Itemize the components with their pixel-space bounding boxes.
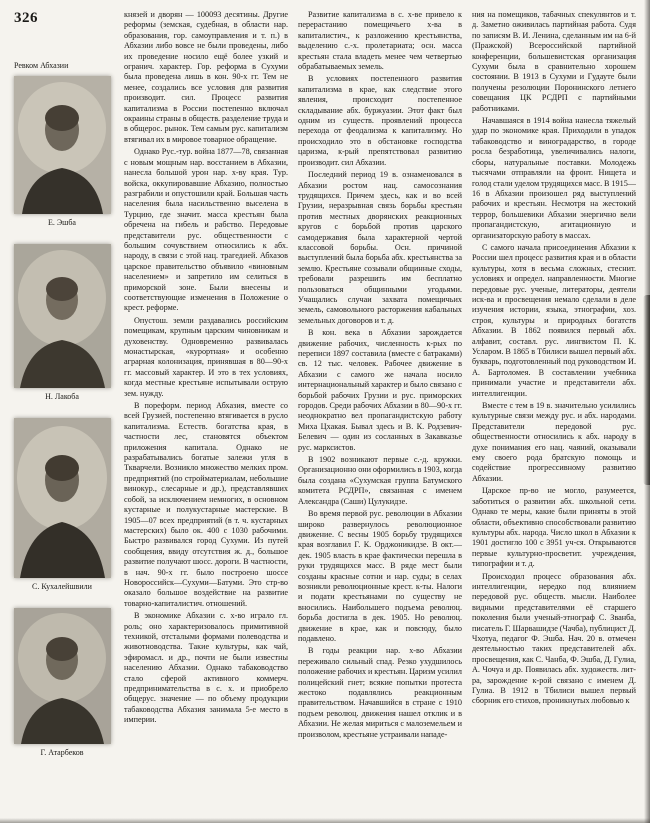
paragraph: С самого начала присоединения Абхазии к России шел процесс развития края и в области культуры, хотя в весьма сложных, стеснит. условиях и определ. направленности. Многие передовые рус. ученые, литераторы, деятели иск-ва и просвещения немало сделали в деле изучения истории, языка, этнографии, хоз. строя, культуры и природных богатств Абхазии. В 1862 появился первый абх. алфавит, составл. рус. лингвистом П. К. Усларом. В 1865 в Тбилиси вышел первый абх. букварь, подготовленный под руководством И. А. Бартоломея. В составлении учебника принимали участие и представители абх. интеллигенции. [472,242,636,398]
text-column-3 [472,10,636,815]
portrait-figure [10,76,114,227]
paragraph: Опустош. земли раздавались российским помещикам, крупным царским чиновникам и духовенству. Одновременно развивалась монастырская, «курортная» и особенно аграрная колонизация, принявшая в 80—90-х гг. массовый характер. И это в тех условиях, когда местные крестьяне испытывали острую зем. нужду. [124,315,288,398]
portrait-figure [10,608,114,757]
paragraph: Во время первой рус. революции в Абхазии широко развернулось революционное движение. С весны 1905 борьбу трудящихся края возглавил Г. К. Орджоникидзе. В окт.—дек. 1905 власть в крае фактически перешла в руки трудящихся масс. В ряде мест были созданы красные сотни и нар. суды; в селах возникли революционные крест. к-ты. Налоги и подати крестьянами по существу не вносились. Наибольшего подъема революц. борьба достигла в дек. 1905. Но революц. движение в крае, как и повсюду, было подавлено. [298,509,462,643]
photo-strip [10,10,114,815]
paragraph: князей и дворян — 100093 десятины. Другие реформы (земская, судебная, в области нар. образования, гор. самоуправления и т. п.) в Абхазии либо вовсе не были проведены, либо их проведение носило ещё более узкий и огранич. характер. Гор. реформа в Сухуми была проведена лишь в кон. 90-х гг. Тем не менее, создались все условия для развития производит. сил. Процесс развития капитализма в России постепенно включал окраины страны в обществ. разделение труда и в общерос. рынок. Тем самым рус. капитализм втягивал их в мировое товарное обращение. [124,10,288,144]
portrait-figure [10,418,114,591]
portrait-photo [14,608,111,744]
portrait-photo [14,244,111,388]
paragraph: Последний период 19 в. ознаменовался в Абхазии ростом нац. самосознания трудящихся. Причем здесь, как и во всей Грузии, неразрывная связь борьбы крестьян против местных дворянских реакционных кругов с борьбой против царского самодержавия была характерной чертой классовой борьбы. Осн. причиной выступлений была борьба абх. крестьянства за землю. Крестьяне созывали общинные сходы, требовали разрешить им бесплатно пользоваться общинными угодьями. Учащались случаи захвата помещичьих земель, самовольного расторжения кабальных земельных договоров и т. д. [298,170,462,325]
paragraph: В годы реакции нар. х-во Абхазии переживало сильный спад. Резко ухудшилось положение рабочих и крестьян. Царизм усилил полицейский гнет; всякие попытки протеста жестоко подавлялись реакционным правительством. Начавшийся в стране с 1910 подъем революц. движения нашел отклик и в Абхазии. Не желая мириться с малоземельем и произволом, крестьяне устраивали нападе- [298,646,462,739]
paragraph: В 1902 возникают первые с.-д. кружки. Организационно они оформились в 1903, когда была создана «Сухумская группа Батумского комитета РСДРП», связанная с именем Александра (Саши) Цулукидзе. [298,455,462,506]
portrait-photo [14,76,111,214]
paragraph: Однако Рус.-тур. война 1877—78, связанная с новым мощным нар. восстанием в Абхазии, нанесла большой урон нар. х-ву края. Тур. войска, оккупировавшие Абхазию, полностью разграбили и опустошили край. Большая часть населения была насильственно выселена в Турцию, где значит. масса крестьян была обречена на гибель и рабство. Передовые представители рус. общественности с большим сочувствием относились к абх. народу, в связи с этой нац. трагедией. Абхазов царское правительство объявило «виновным населением» и запретило им селиться в приморской зоне. Были внесены и соответствующие изменения в Положение о крест. реформе. [124,147,288,313]
paragraph: Развитие капитализма в с. х-ве привело к перерастанию помещичьего х-ва в капиталистич., к разложению крестьянства, выделению с.-х. пролетариата; осн. масса крестьян стала владеть менее чем четвертью обрабатываемых земель. [298,10,462,72]
scan-artifact-bottom-edge [0,818,650,823]
portrait-photo [14,418,111,578]
paragraph: В экономике Абхазии с. х-во играло гл. роль; оно характеризовалось примитивной техникой, отсталыми формами полеводства и животноводства. Такие культуры, как чай, эфиромасл. и др., почти не были известны населению Абхазии. Однако табаководство стало сферой активного коммерч. предпринимательства в с. х. и приобрело общерус. значение — по объему продукции табаководства Абхазия занимала 5-е место в империи. [124,611,288,725]
text-column-2 [298,10,462,815]
portrait-caption: Г. Атарбеков [40,748,84,757]
page-number: 326 [14,10,38,26]
portrait-caption: С. Кухалейшвили [32,582,92,591]
portrait-figure [10,244,114,401]
photo-group-caption: Ревком Абхазии [14,61,69,70]
paragraph: Происходил процесс образования абх. интеллигенции, нередко под влиянием передовой рус. обществ. мысли. Наиболее видными представителями её старшего поколения были ученый-этнограф С. Званба, писатель Г. Шарвашидзе (Чачба), публицист Д. Чхотуа, педагог Ф. Эшба. Нач. 20 в. отмечен деятельностью таких представителей абх. просвещения, как С. Чанба, Ф. Эшба, Д. Гулиа, А. Чочуа и др. Появилась абх. художеств. лит-ра, зарождение к-рой связано с именем Д. Гулиа. В 1912 в Тбилиси вышел первый сборник его стихов, проникнутых любовью к [472,571,636,706]
paragraph: В пореформ. период Абхазия, вместе со всей Грузией, постепенно втягивается в русло капитализма. Естеств. богатства края, в частности лес, становятся объектом приложения капитала. Однако не разрабатывались богатые залежи угля в Ткварчели. Возникло множество мелких пром. предприятий (по стройматериалам, небольшие винокур., слесарные и др.), представлявших собой, за исключением немногих, в основном кустарные и полукустарные мастерские. В 1905—07 всех предприятий (в т. ч. кустарных мастерских) было ок. 400 с 1030 рабочими. Быстро развивался город Сухуми. Из путей сообщения, ввиду отсутствия ж. д., большое развитие получают шосс. дороги. В частности, в нач. 90-х гг. было построено шоссе Новороссийск—Сухуми—Батуми. Это стр-во оказало большое воздействие на развитие товарно-капиталистич. отношений. [124,401,288,608]
portrait-caption: Н. Лакоба [45,392,79,401]
paragraph: В кон. века в Абхазии зарождается движение рабочих, численность к-рых по переписи 1897 составила (вместе с батраками) св. 12 тыс. человек. Рабочее движение в Абхазии с самого же начала носило интернациональный характер и было связано с борьбой рабочих Грузии и рус. приморских городов. Среди рабочих Абхазии в 80—90-х гг. неоднократно вел пропагандистскую работу Миха Цхакая. Бывал здесь и В. К. Родзевич-Белевич — один из сосланных в Закавказье рус. марксистов. [298,328,462,452]
paragraph: Царское пр-во не могло, разумеется, заботиться о развитии абх. школьной сети. Однако те меры, какие были приняты в этой области, объективно способствовали развитию культуры абх. народа. Число школ в Абхазии к 1901 достигло 100 с 3951 уч-ся. Открываются первые культурно-просветит. учреждения, типографии и т. д. [472,486,636,569]
text-column-1 [124,10,288,815]
paragraph: Вместе с тем в 19 в. значительно усилились культурные связи между рус. и абх. народами. Представители передовой рус. общественности относились к абх. народу в духе понимания его нац. чаяний, оказывали ему своего рода братскую помощь и содействие прогрессивному развитию Абхазии. [472,401,636,483]
scan-artifact-smudge [643,295,650,485]
scan-artifact-right-edge [644,0,650,823]
paragraph: ния на помещиков, табачных спекулянтов и т. д. Заметно оживилась партийная работа. Судя по записям В. И. Ленина, сделанным им на 6-й (Пражской) Всероссийской партийной конференции, большевистская организация Сухуми была в сравнительно хорошем состоянии. В 1913 в Сухуми и Гудауте были получены резолюции Поронинского летнего совещания ЦК РСДРП с партийными работниками. [472,10,636,113]
page-layout [10,10,636,815]
paragraph: В условиях постепенного развития капитализма в крае, как следствие этого явления, происходит постепенное складывание абх. буржуазии. Этот факт был одним из существ. проявлений процесса перехода от феодализма к капитализму. Но происходило это в обстановке господства царизма, к-рый препятствовал развитию производит. сил Абхазии. [298,74,462,167]
portrait-caption: Е. Эшба [48,218,76,227]
paragraph: Начавшаяся в 1914 война нанесла тяжелый удар по экономике края. Приходили в упадок табаководство и виноградарство, в городе росла безработица, увеличивались налоги, сборы, натуральные поставки. Молодежь тысячами отправляли на фронт. Нищета и голод стали уделом трудящихся масс. В 1915—16 в Абхазии произошел ряд выступлений рабочих и крестьян. Несмотря на жестокий террор, большевики Абхазии энергично вели пропагандистскую, агитационную и организаторскую работу в массах. [472,116,636,240]
